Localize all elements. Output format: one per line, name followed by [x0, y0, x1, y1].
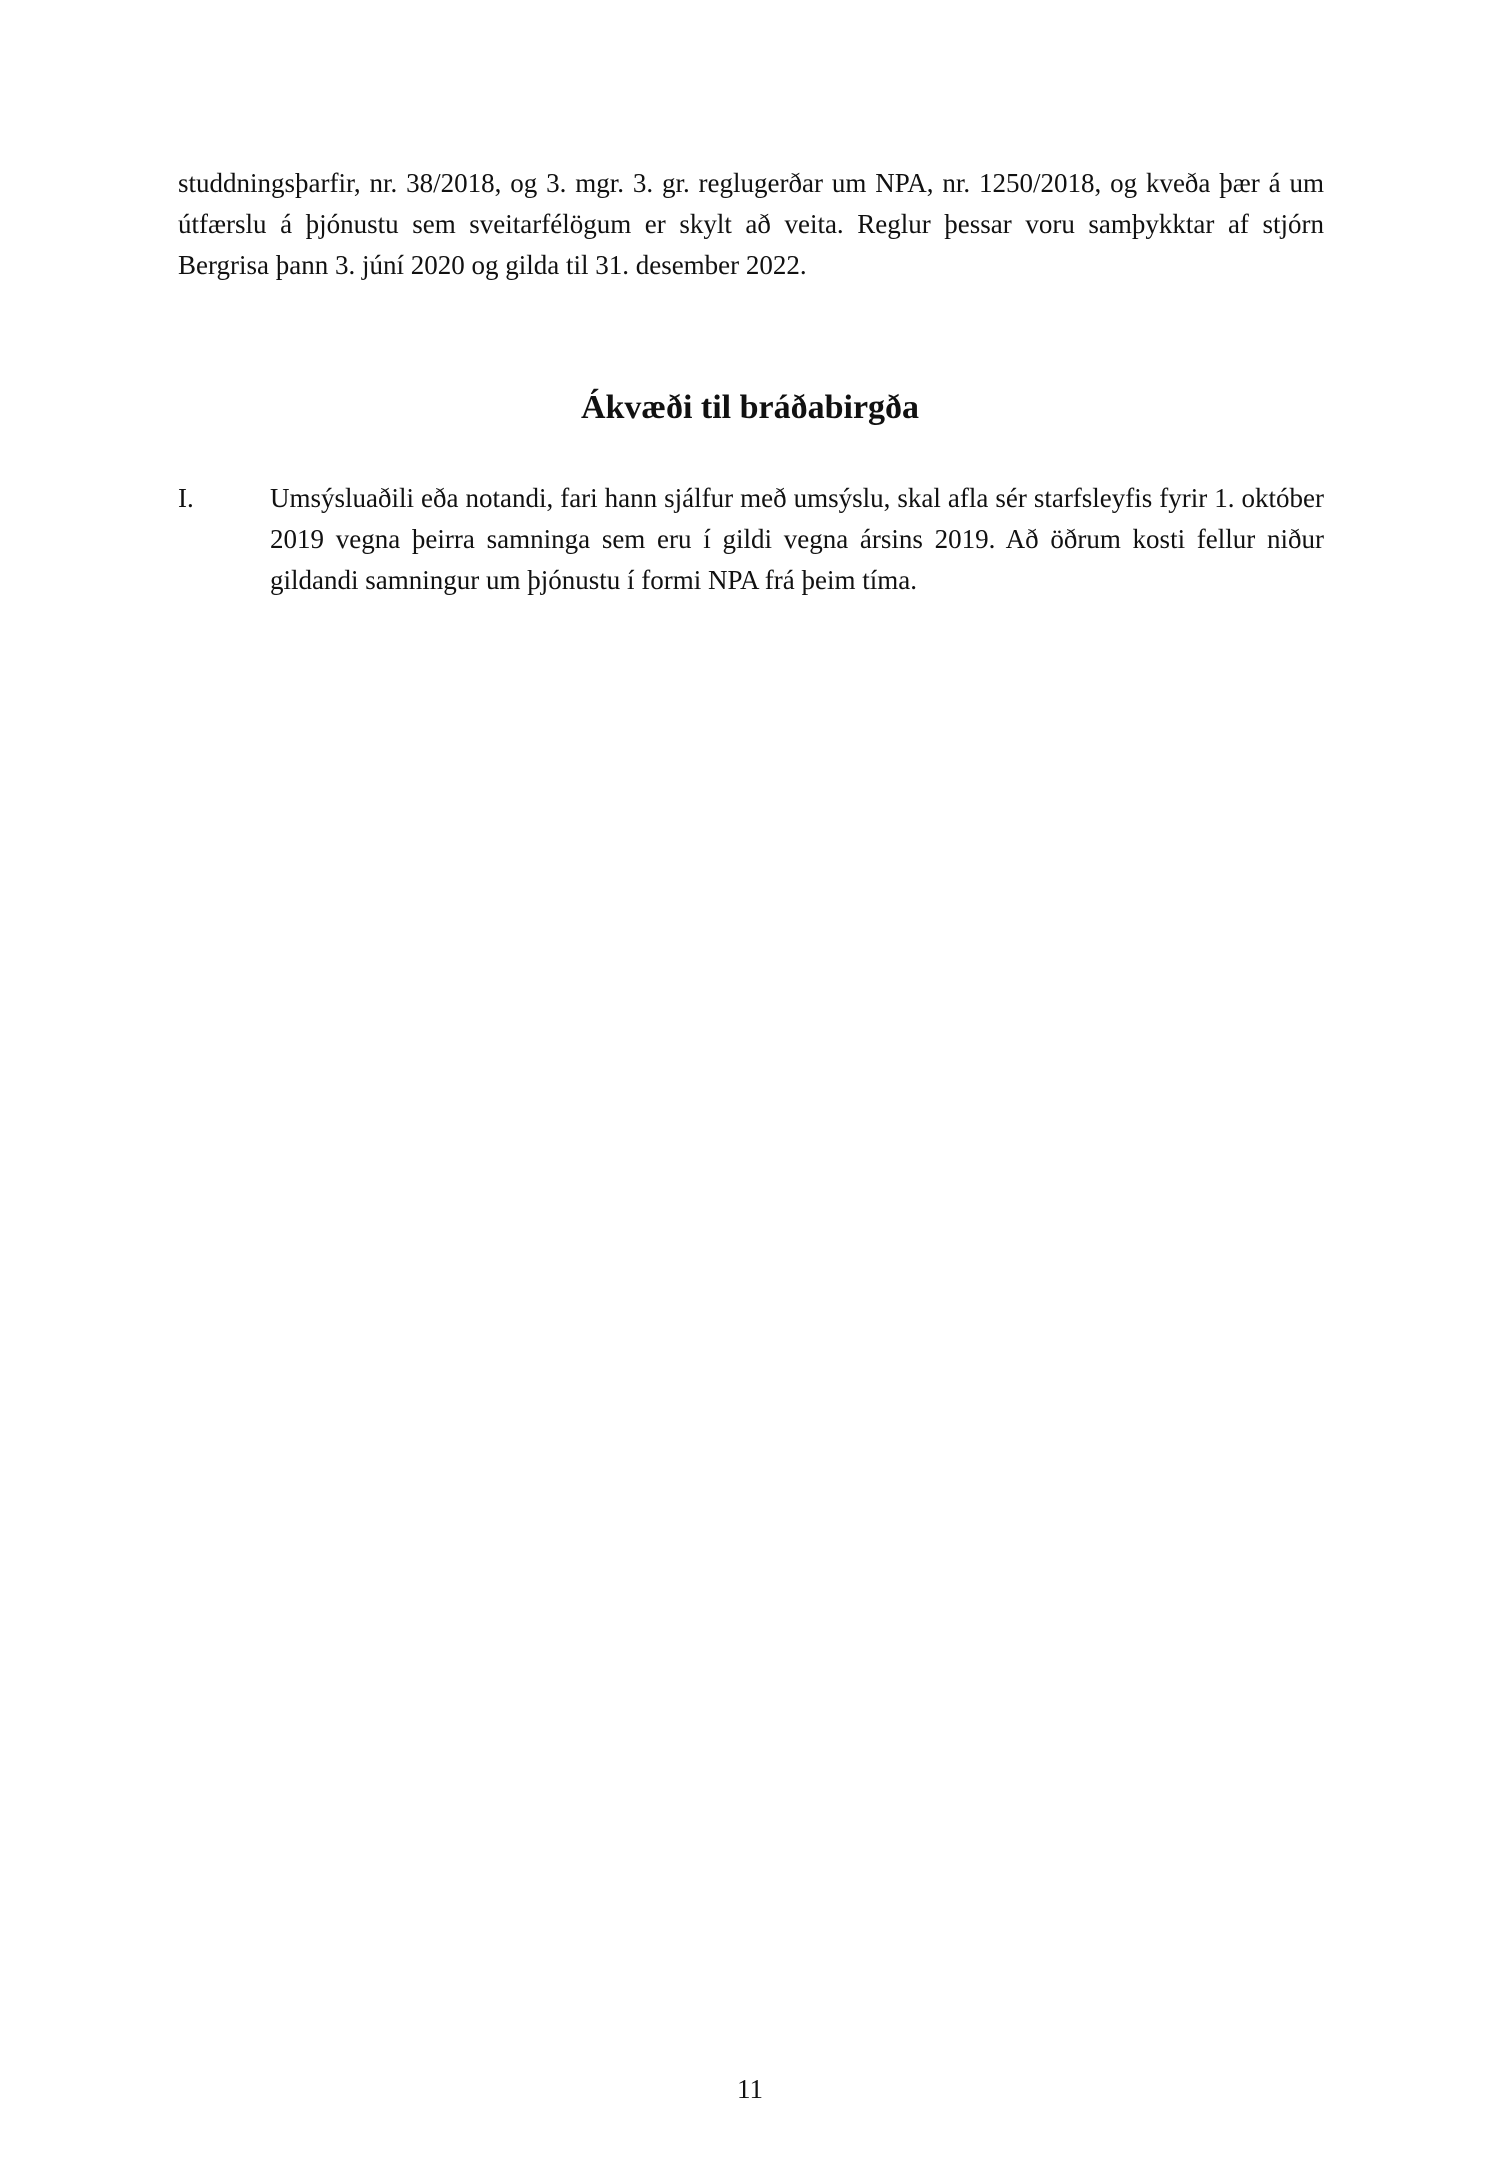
intro-paragraph: studdningsþarfir, nr. 38/2018, og 3. mgr. 3. gr. reglugerðar um NPA, nr. 1250/2018, og kveða þær á um útfærslu á þjónustu sem sveitarfélögum er skylt að veita. Reglur þessar voru samþykktar af stjórn Bergrisa þann 3. júní 2020 og gilda til 31. desember 2022.	[178, 168, 1324, 280]
provision-text: Umsýsluaðili eða notandi, fari hann sjálfur með umsýslu, skal afla sér starfsleyfis fyrir 1. október 2019 vegna þeirra samninga sem eru í gildi vegna ársins 2019. Að öðrum kosti fellur niður gildandi samningur um þjónustu í formi NPA frá þeim tíma.	[270, 483, 1324, 595]
page-number: 11	[737, 2074, 763, 2104]
section-heading: Ákvæði til bráðabirgða	[580, 389, 920, 426]
provision-number: I.	[178, 483, 194, 513]
